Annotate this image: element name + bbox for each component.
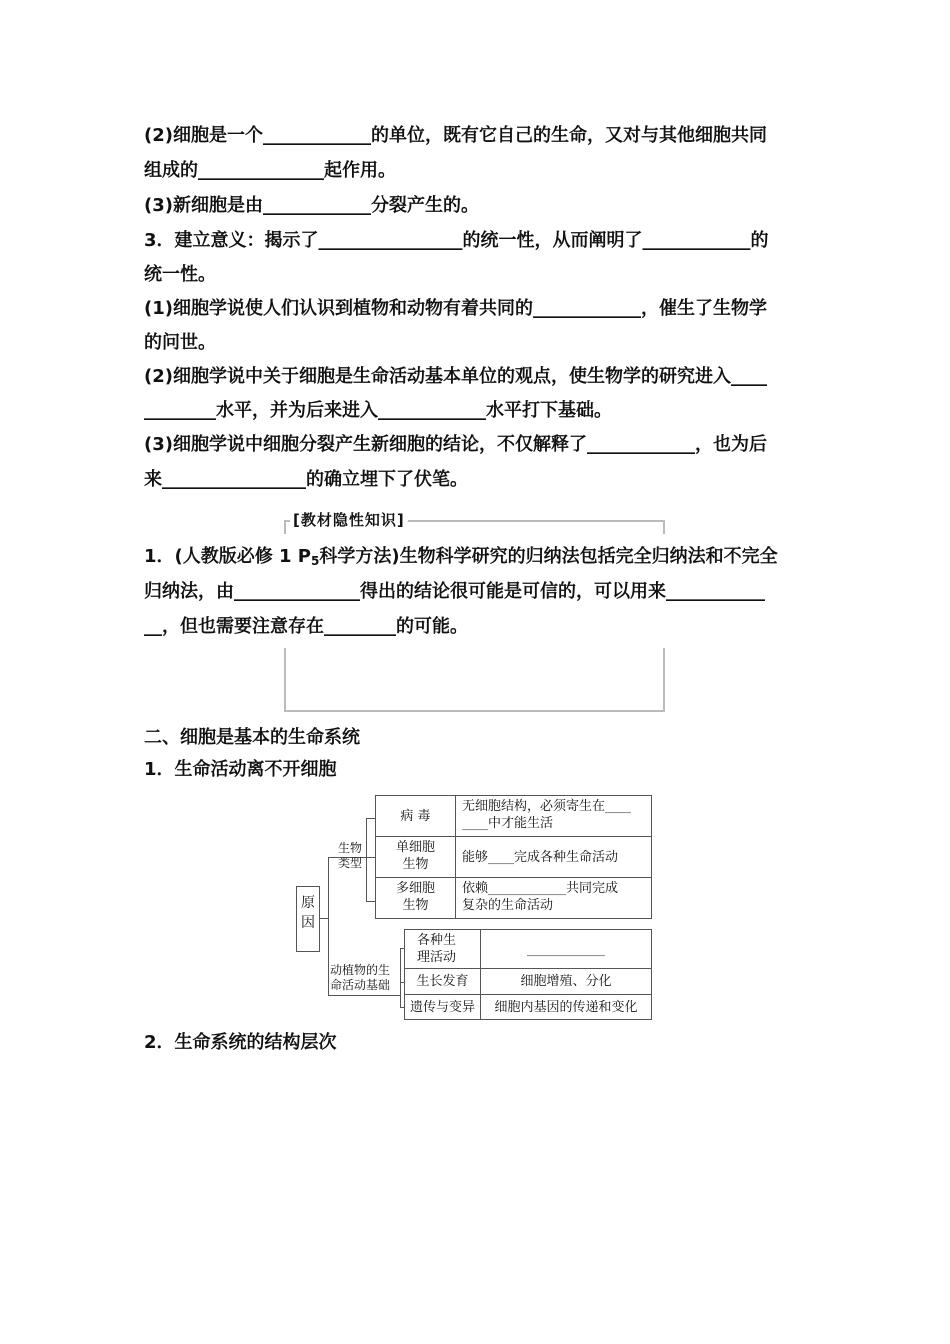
type-name: 多细胞 生物 xyxy=(375,877,456,919)
type-name: 单细胞 生物 xyxy=(375,836,456,878)
knowledge-title: [教材隐性知识] xyxy=(290,510,408,530)
basis-name: 遗传与变异 xyxy=(404,994,481,1020)
text-line: 组成的______________起作用。 xyxy=(144,160,396,181)
text-line: (2)细胞是一个____________的单位，既有它自己的生命，又对与其他细胞共同 xyxy=(144,125,767,146)
basis-desc: 细胞内基因的传递和变化 xyxy=(480,994,652,1020)
knowledge-box-title xyxy=(284,510,665,532)
branch-label-basis: 动植物的生命活动基础 xyxy=(330,963,391,992)
text-line: 来________________的确立埋下了伏笔。 xyxy=(144,469,468,490)
text-line: 的问世。 xyxy=(144,332,216,353)
type-desc: 无细胞结构，必须寄生在____ ____中才能生活 xyxy=(455,795,652,837)
type-desc: 依赖____________共同完成 复杂的生命活动 xyxy=(455,877,652,919)
text-line: (2)细胞学说中关于细胞是生命活动基本单位的观点，使生物学的研究进入____ xyxy=(144,366,767,387)
text-line: (3)细胞学说中细胞分裂产生新细胞的结论，不仅解释了____________，也为后 xyxy=(144,434,767,455)
sub-heading: 1．生命活动离不开细胞 xyxy=(144,759,337,780)
knowledge-q2: 归纳法，由______________得出的结论很可能是可信的，可以用来___________ xyxy=(144,581,765,602)
text-line: (1)细胞学说使人们认识到植物和动物有着共同的____________，催生了生物学 xyxy=(144,298,767,319)
text-line: ________水平，并为后来进入____________水平打下基础。 xyxy=(144,400,612,421)
text-line: (3)新细胞是由____________分裂产生的。 xyxy=(144,195,479,216)
basis-name: 生长发育 xyxy=(404,968,481,995)
section-heading: 二、细胞是基本的生命系统 xyxy=(144,727,360,748)
type-desc: 能够____完成各种生命活动 xyxy=(455,836,652,878)
basis-desc: ____________ xyxy=(480,929,652,969)
branch-label-types: 生物类型 xyxy=(337,841,362,870)
sub-heading: 2．生命系统的结构层次 xyxy=(144,1032,337,1053)
knowledge-q3: __，但也需要注意存在________的可能。 xyxy=(144,616,468,637)
type-name: 病 毒 xyxy=(375,795,456,837)
basis-name: 各种生 理活动 xyxy=(404,929,481,969)
basis-desc: 细胞增殖、分化 xyxy=(480,968,652,995)
text-line: 3．建立意义：揭示了________________的统一性，从而阐明了____________的 xyxy=(144,230,769,251)
root-box: 原因 xyxy=(296,886,320,952)
text-line: 统一性。 xyxy=(144,264,216,285)
knowledge-q1: 1．(人教版必修 1 $P_5$科学方法)生物科学研究的归纳法包括完全归纳法和不完全 xyxy=(144,546,778,568)
